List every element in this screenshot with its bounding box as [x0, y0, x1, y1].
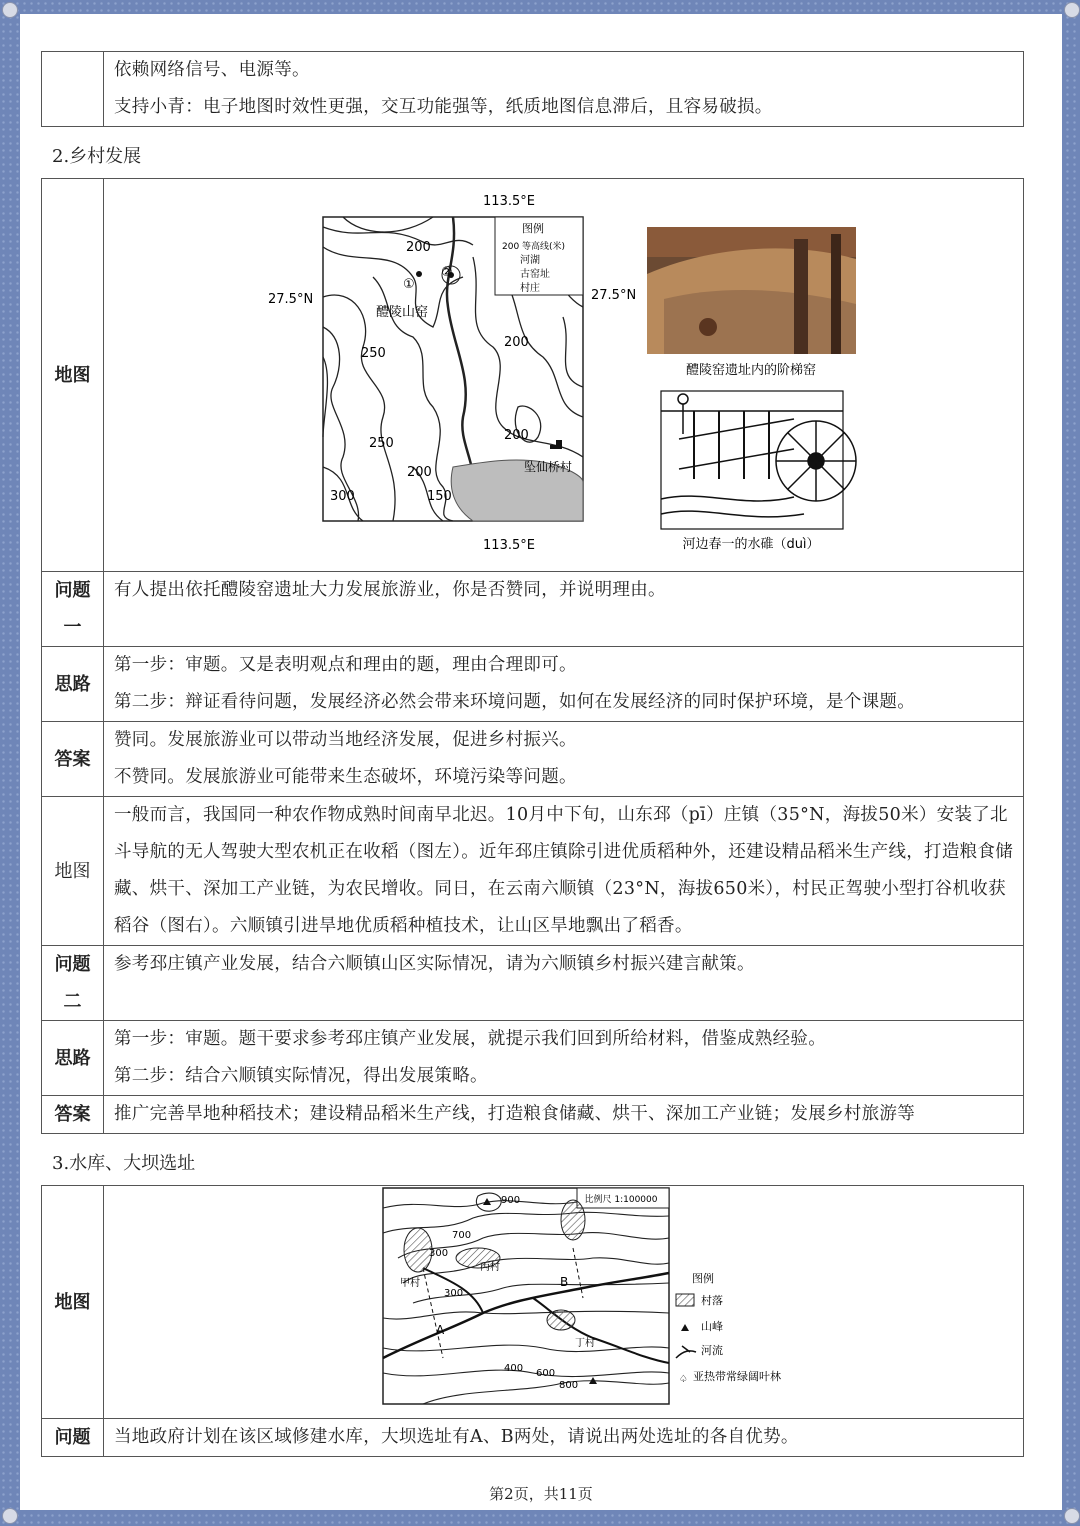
- legend-item: 200 等高线(米): [502, 242, 566, 252]
- page-footer: 第2页，共11页: [489, 1485, 593, 1503]
- corner-pin: [1064, 1508, 1080, 1524]
- map-cell: [104, 179, 1024, 572]
- legend-item: 村庄: [520, 283, 540, 294]
- answer1-line: 不赞同。发展旅游业可能带来生态破坏，环境污染等问题。: [114, 767, 577, 787]
- village-place-label: 坠仙桥村: [524, 460, 573, 474]
- contour-label: 150: [427, 489, 452, 504]
- top-line-2: 支持小青：电子地图时效性更强，交互功能强等，纸质地图信息滞后，且容易破损。: [114, 97, 773, 117]
- answer1-line: 赞同。发展旅游业可以带动当地经济发展，促进乡村振兴。: [114, 730, 577, 750]
- contour-label: 250: [369, 436, 394, 451]
- village-area: [561, 1200, 585, 1240]
- reservoir-map-figure: [104, 1186, 1024, 1418]
- map3-cell: [104, 1186, 1024, 1419]
- lat-left: 27.5°N: [268, 292, 314, 307]
- top-table: [41, 51, 1024, 127]
- empty-label-cell: [42, 52, 104, 127]
- question2-text: 参考邳庄镇产业发展，结合六顺镇山区实际情况，请为六顺镇乡村振兴建言献策。: [104, 946, 1024, 1021]
- corner-pin: [2, 1508, 18, 1524]
- lon-bottom: 113.5°E: [483, 538, 535, 553]
- map3-legend-title: 图例: [692, 1272, 714, 1285]
- village-label: 丙村: [480, 1262, 500, 1273]
- idea2-text: [104, 1021, 1024, 1096]
- section3-table: [41, 1185, 1024, 1457]
- kiln-place-label: 醴陵山窑: [376, 305, 429, 320]
- top-table-text: [104, 52, 1024, 127]
- legend-item: 山峰: [701, 1320, 723, 1333]
- village-label: 甲村: [400, 1278, 420, 1289]
- answer2-label: 答案: [42, 1096, 104, 1134]
- photo2-caption: 河边春一的水碓（duì）: [682, 537, 820, 552]
- kiln-map-figure: [104, 179, 1024, 571]
- contour-label: 200: [504, 428, 529, 443]
- legend-river-icon: [676, 1346, 696, 1358]
- village-area: [547, 1310, 575, 1330]
- contour-label: 200: [504, 335, 529, 350]
- answer1-label: 答案: [42, 722, 104, 797]
- village-area: [404, 1228, 432, 1272]
- map2-text: 一般而言，我国同一种农作物成熟时间南早北迟。10月中下旬，山东邳（pī）庄镇（35°N，海拔50米）安装了北斗导航的无人驾驶大型农机正在收稻（图左）。近年邳庄镇除引进优质稻种外，还建设精品稻米生产线，打造粮食储藏、烘干、深加工产业链，为农民增收。同日，在云南六顺镇（23°N，海拔650米），村民正驾驶小型打谷机收获稻谷（图右）。六顺镇引进旱地优质稻种植技术，让山区旱地飘出了稻香。: [104, 797, 1024, 946]
- idea1-line: 第一步：审题。又是表明观点和理由的题，理由合理即可。: [114, 655, 577, 675]
- contour-label: 900: [501, 1195, 521, 1206]
- contour-label: 400: [504, 1363, 524, 1374]
- idea2-line: 第一步：审题。题干要求参考邳庄镇产业发展，就提示我们回到所给材料，借鉴成熟经验。: [114, 1029, 826, 1049]
- top-line-1: 依赖网络信号、电源等。: [114, 60, 310, 80]
- contour-label: 250: [361, 346, 386, 361]
- legend-title: 图例: [522, 222, 544, 235]
- lat-right: 27.5°N: [591, 288, 637, 303]
- map3-label: 地图: [42, 1186, 104, 1419]
- site-label-a: A: [436, 1323, 445, 1337]
- contour-label: 700: [452, 1230, 472, 1241]
- contour-label: 600: [536, 1368, 556, 1379]
- contour-label: 300: [429, 1248, 449, 1259]
- idea2-label: 思路: [42, 1021, 104, 1096]
- question3-text: 当地政府计划在该区域修建水库，大坝选址有A、B两处，请说出两处选址的各自优势。: [104, 1419, 1024, 1457]
- legend-item: 古窑址: [520, 269, 550, 280]
- map2-label: 地图: [42, 797, 104, 946]
- map-label: 地图: [42, 179, 104, 572]
- answer2-text: 推广完善旱地种稻技术；建设精品稻米生产线，打造粮食储藏、烘干、深加工产业链；发展乡村旅游等: [104, 1096, 1024, 1134]
- question1-text: 有人提出依托醴陵窑遗址大力发展旅游业，你是否赞同，并说明理由。: [104, 572, 1024, 647]
- corner-pin: [2, 2, 18, 18]
- contour-label: 300: [444, 1288, 464, 1299]
- kiln-photo: [647, 227, 856, 354]
- section2-table: [41, 178, 1024, 1134]
- legend-village-swatch: [676, 1294, 694, 1306]
- legend-item: 村落: [701, 1294, 723, 1307]
- photo1-caption: 醴陵窑遗址内的阶梯窑: [685, 363, 817, 378]
- water-mortar-drawing: [661, 391, 856, 529]
- corner-pin: [1064, 2, 1080, 18]
- section-title: 3.水库、大坝选址: [52, 1153, 196, 1174]
- idea1-line: 第二步：辩证看待问题，发展经济必然会带来环境问题，如何在发展经济的同时保护环境，是个课题。: [114, 692, 915, 712]
- legend-item: 河湖: [520, 255, 540, 266]
- scale-label: 比例尺 1:100000: [584, 1195, 658, 1205]
- legend-item: 亚热带常绿阔叶林: [693, 1370, 781, 1383]
- village-label: 丁村: [575, 1338, 595, 1349]
- question2-label: 问题二: [42, 946, 104, 1021]
- contour-label: 200: [406, 240, 431, 255]
- idea2-line: 第二步：结合六顺镇实际情况，得出发展策略。: [114, 1066, 488, 1086]
- legend-item: 河流: [701, 1344, 723, 1357]
- legend-tree-icon: ♤: [679, 1374, 688, 1385]
- legend-peak-icon: [681, 1324, 689, 1331]
- section-title: 2.乡村发展: [52, 146, 142, 167]
- marker-2: ②: [441, 265, 453, 280]
- contour-label: 300: [330, 489, 355, 504]
- document-page: [20, 14, 1062, 1510]
- idea1-text: [104, 647, 1024, 722]
- marker-1: ①: [403, 277, 415, 292]
- question3-label: 问题: [42, 1419, 104, 1457]
- answer1-text: [104, 722, 1024, 797]
- contour-label: 200: [407, 465, 432, 480]
- question1-label: 问题一: [42, 572, 104, 647]
- idea1-label: 思路: [42, 647, 104, 722]
- contour-label: 800: [559, 1380, 579, 1391]
- site-label-b: B: [560, 1275, 569, 1289]
- lon-top: 113.5°E: [483, 194, 535, 209]
